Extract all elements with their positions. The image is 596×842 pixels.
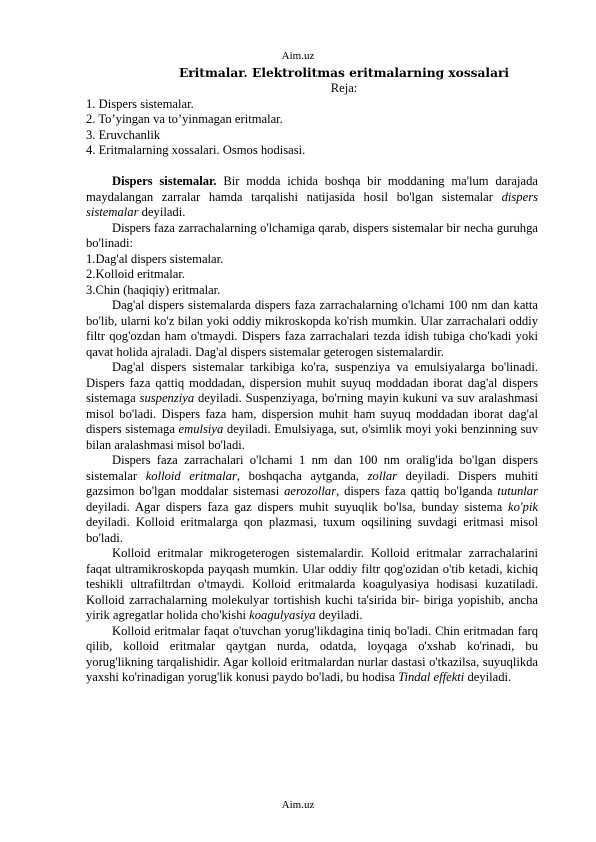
plan-item: 2. To’yingan va to’yinmagan eritmalar.	[86, 112, 283, 126]
type-item: 1.Dag'al dispers sistemalar.	[86, 251, 224, 266]
paragraph-text: Kolloid eritmalar mikrogeterogen sistemalardir. Kolloid eritmalar zarrachalarini faqat ultramikroskopda payqash mumkin. Ular oddiy filtr qog'ozidan o'tib ketadi, kichiq teshikli ultrafiltrdan o'tmaydi. Kolloid eritmalarda koagulyasiya hodisasi kuzatiladi. Kolloid zarrachalarning molekulyar tortishish kuchi ta'sirida bir- biriga yopishib, ancha yirik agregatlar holida cho'kishi	[86, 546, 538, 622]
paragraph-text: deyiladi. Kolloid eritmalarga qon plazmasi, tuxum oqsilining suvdagi eritmasi misol bo'ladi.	[86, 515, 538, 545]
term-italic: kolloid eritmalar	[145, 468, 237, 483]
paragraph-groups: Dispers faza zarrachalarning o'lchamiga qarab, dispers sistemalar bir necha guruhga bo'linadi:	[86, 220, 538, 250]
paragraph-text: , dispers faza qattiq bo'lganda	[336, 484, 498, 498]
paragraph-text: deyiladi. Emulsiyaga, sut, o'simlik moyi yoki benzinning suv bilan aralashmasi misol bo'ladi.	[86, 422, 538, 452]
paragraph-coagulation	[86, 546, 538, 624]
document-body	[86, 65, 538, 686]
header-site-name: Aim.uz	[281, 50, 315, 62]
term-italic: ko'pik	[508, 499, 538, 514]
term-italic: suspenziya	[139, 391, 195, 405]
footer-site-name: Aim.uz	[281, 799, 315, 811]
paragraph-text: Kolloid eritmalar faqat o'tuvchan yorug'likdagina tiniq bo'ladi. Chin eritmadan farq qilib, kolloid eritmalar qaytgan nurda, odatda, loyqaga o'xshab ko'rinadi, bu yorug'likning tarqalishidir. Agar kolloid eritmalardan nurlar dastasi o'tkazilsa, suyuqlikda yaxshi ko'rinadigan yorug'lik konusi paydo bo'ladi, bu hodisa	[86, 623, 538, 684]
paragraph-dispers-systems	[86, 174, 538, 221]
term-italic: zollar	[367, 468, 398, 483]
paragraph-text: deyiladi. Dispers muhiti gazsimon bo'lgan moddalar sistemasi	[86, 468, 539, 498]
paragraph-text: deyiladi.	[464, 670, 512, 684]
paragraph-text: deyiladi.	[315, 608, 363, 622]
term-italic: koagulyasiya	[249, 608, 316, 622]
plan-item: 4. Eritmalarning xossalari. Osmos hodisasi.	[86, 143, 306, 157]
term-italic: dispers sistemalar	[86, 189, 538, 219]
plan-item: 1. Dispers sistemalar.	[86, 96, 194, 111]
paragraph-text: deyiladi. Agar dispers faza gaz dispers muhit suyuqlik bo'lsa, bunday sistema	[86, 499, 509, 514]
term-italic: Tindal effekti	[398, 670, 465, 684]
plan-item: 3. Eruvchanlik	[86, 127, 161, 142]
blank-line	[86, 159, 538, 175]
type-item: 3.Chin (haqiqiy) eritmalar.	[86, 282, 221, 297]
paragraph-text: Bir modda ichida boshqa bir moddaning ma'lum darajada maydalangan zarralar hamda tarqalishi natijasida hosil bo'lgan sistemalar	[86, 174, 538, 204]
paragraph-coarse: Dag'al dispers sistemalarda dispers faza zarrachalarning o'lchami 100 nm dan katta bo'lib, ularni ko'z bilan yoki oddiy mikroskopda ko'rish mumkin. Ular zarrachalari oddiy filtr qog'ozdan ham o'tmaydi. Dispers faza zarrachalari tezda idish tubiga cho'kadi yoki qavat holida ajraladi. Dag'al dispers sistemalar geterogen sistemalardir.	[86, 298, 538, 359]
term-italic: tutunlar	[497, 484, 538, 498]
paragraph-suspension	[86, 360, 538, 453]
paragraph-text: deyiladi. Suspenziyaga, bo'rning mayin kukuni va suv aralashmasi misol bo'ladi. Dispers faza ham, dispersion muhit ham suyuq moddadan iborat dag'al dispers sistemaga	[86, 391, 538, 436]
paragraph-text: deyiladi.	[138, 205, 186, 219]
paragraph-tyndall	[86, 624, 538, 686]
paragraph-text: Dispers faza zarrachalari o'lchami 1 nm dan 100 nm oralig'ida bo'lgan dispers sistemalar	[86, 453, 538, 483]
term-italic: aerozollar	[284, 484, 337, 498]
type-item: 2.Kolloid eritmalar.	[86, 267, 185, 281]
paragraph-text: , boshqacha aytganda,	[236, 468, 368, 483]
paragraph-colloid	[86, 453, 538, 546]
document-title: Eritmalar. Elektrolitmas eritmalarning xossalari	[178, 66, 510, 80]
term-bold: Dispers sistemalar.	[112, 174, 217, 188]
paragraph-text: Dag'al dispers sistemalar tarkibiga ko'ra, suspenziya va emulsiyalarga bo'linadi. Dispers faza qattiq moddadan, dispersion muhit suyuq moddadan iborat dag'al dispers sistemaga	[86, 360, 538, 405]
term-italic: emulsiya	[178, 422, 224, 436]
plan-label: Reja:	[330, 81, 358, 95]
